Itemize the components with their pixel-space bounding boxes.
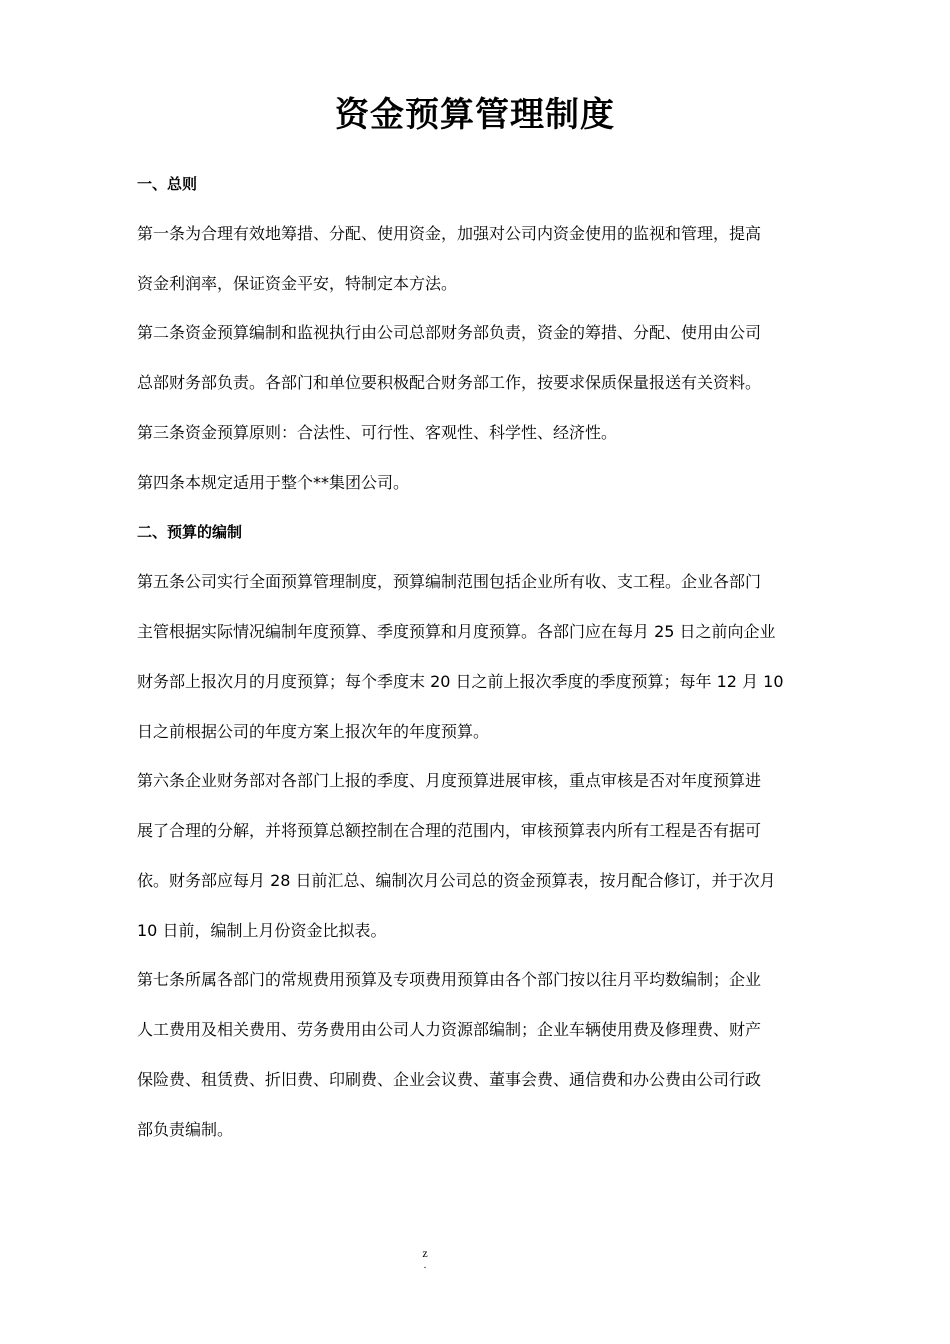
paragraph-line: 财务部上报次月的月度预算；每个季度末 20 日之前上报次季度的季度预算；每年 12 月 10 [137, 672, 784, 691]
paragraph-line: 第二条资金预算编制和监视执行由公司总部财务部负责，资金的筹措、分配、使用由公司 [137, 323, 762, 342]
paragraph-line: 部负责编制。 [137, 1120, 234, 1139]
paragraph [137, 756, 813, 956]
paragraph-line: 资金利润率，保证资金平安，特制定本方法。 [137, 274, 458, 293]
paragraph-line: 10 日前，编制上月份资金比拟表。 [137, 921, 387, 940]
section-heading: 二、预算的编制 [137, 523, 243, 541]
paragraph-line: 第三条资金预算原则：合法性、可行性、客观性、科学性、经济性。 [137, 423, 618, 442]
paragraph [137, 308, 813, 408]
paragraph [137, 209, 813, 309]
page-footer [140, 1246, 710, 1272]
paragraph-line: 展了合理的分解，并将预算总额控制在合理的范围内，审核预算表内所有工程是否有据可 [137, 821, 762, 840]
paragraph-line: 保险费、租赁费、折旧费、印刷费、企业会议费、董事会费、通信费和办公费由公司行政 [137, 1070, 762, 1089]
paragraph-line: 人工费用及相关费用、劳务费用由公司人力资源部编制；企业车辆使用费及修理费、财产 [137, 1020, 762, 1039]
paragraph [137, 955, 813, 1155]
paragraph-line: 总部财务部负责。各部门和单位要积极配合财务部工作，按要求保质保量报送有关资料。 [137, 373, 762, 392]
paragraph-line: 第五条公司实行全面预算管理制度，预算编制范围包括企业所有收、支工程。企业各部门 [137, 572, 762, 591]
paragraph [137, 458, 813, 508]
section-heading: 一、总则 [137, 175, 198, 193]
paragraph [137, 557, 813, 757]
paragraph [137, 408, 813, 458]
paragraph-line: 第七条所属各部门的常规费用预算及专项费用预算由各个部门按以往月平均数编制；企业 [137, 970, 762, 989]
paragraph-line: 日之前根据公司的年度方案上报次年的年度预算。 [137, 722, 490, 741]
footer-mark: z [422, 1246, 428, 1260]
footer-dot: . [423, 1260, 427, 1271]
paragraph-line: 第四条本规定适用于整个**集团公司。 [137, 473, 410, 492]
paragraph-line: 第一条为合理有效地筹措、分配、使用资金，加强对公司内资金使用的监视和管理，提高 [137, 224, 762, 243]
paragraph-line: 主管根据实际情况编制年度预算、季度预算和月度预算。各部门应在每月 25 日之前向企业 [137, 622, 776, 641]
page-title: 资金预算管理制度 [335, 95, 615, 135]
paragraph-line: 第六条企业财务部对各部门上报的季度、月度预算进展审核，重点审核是否对年度预算进 [137, 771, 762, 790]
paragraph-line: 依。财务部应每月 28 日前汇总、编制次月公司总的资金预算表，按月配合修订，并于次月 [137, 871, 776, 890]
